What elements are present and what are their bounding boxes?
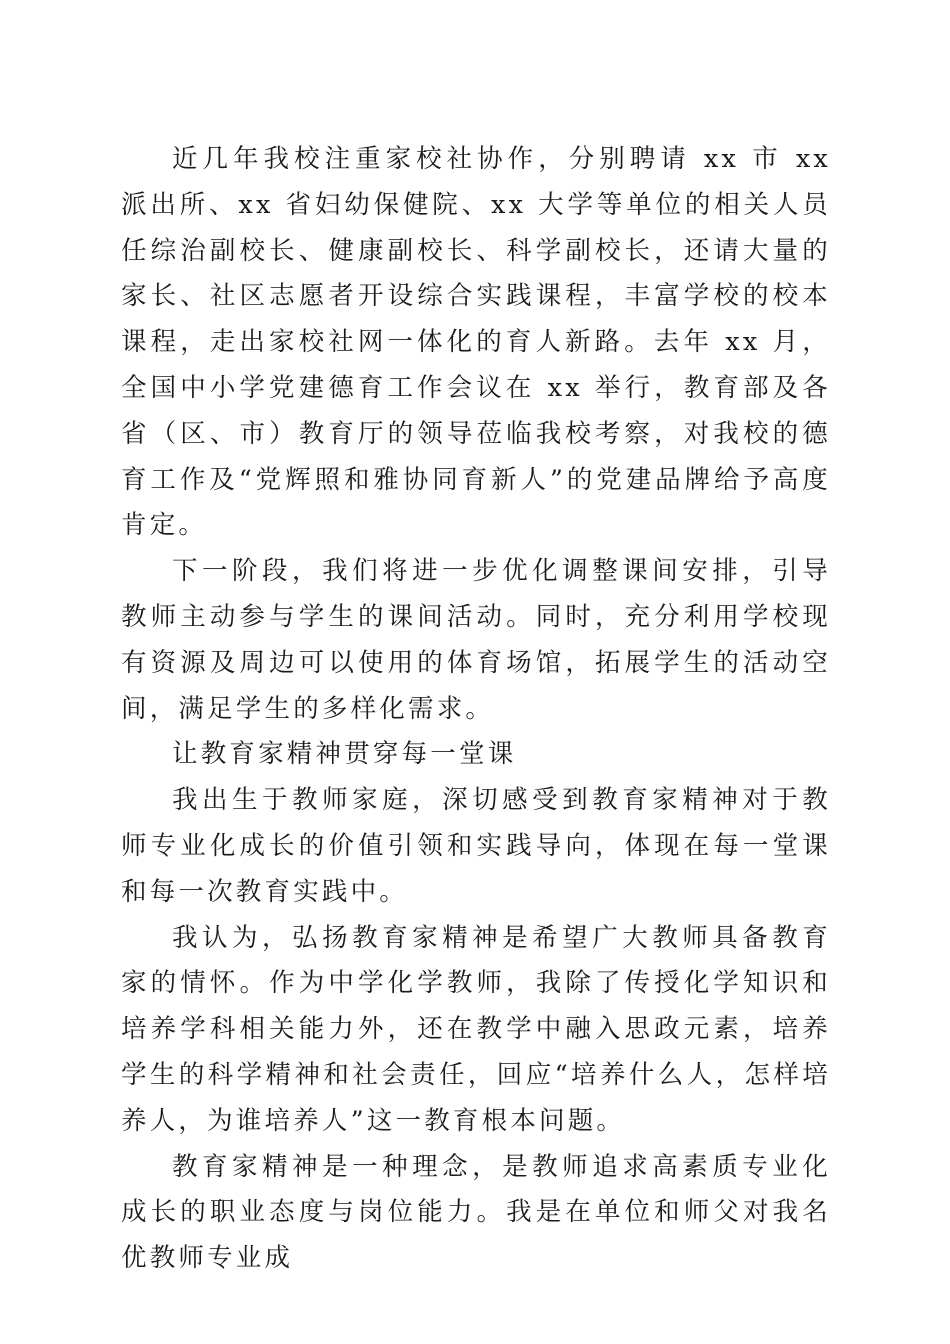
document-body xyxy=(121,137,831,1282)
paragraph-teacher-family: 我出生于教师家庭，深切感受到教育家精神对于教师专业化成长的价值引领和实践导向，体现在每一堂课和每一次教育实践中。 xyxy=(121,785,831,907)
paragraph-professional-growth: 教育家精神是一种理念，是教师追求高素质专业化成长的职业态度与岗位能力。我是在单位和师父对我名优教师专业成 xyxy=(121,1151,831,1274)
paragraph-educator-spirit: 我认为，弘扬教育家精神是希望广大教师具备教育家的情怀。作为中学化学教师，我除了传授化学知识和培养学科相关能力外，还在教学中融入思政元素，培养学生的科学精神和社会责任，回应“培养什么人，怎样培养人，为谁培养人”这一教育根本问题。 xyxy=(121,922,831,1136)
paragraph-next-stage: 下一阶段，我们将进一步优化调整课间安排，引导教师主动参与学生的课间活动。同时，充分利用学校现有资源及周边可以使用的体育场馆，拓展学生的活动空间，满足学生的多样化需求。 xyxy=(121,556,831,724)
section-heading: 让教育家精神贯穿每一堂课 xyxy=(172,739,517,770)
paragraph-home-school-community: 近几年我校注重家校社协作，分别聘请 xx 市 xx 派出所、xx 省妇幼保健院、xx 大学等单位的相关人员任综治副校长、健康副校长、科学副校长，还请大量的家长、社区志愿者开设综合实践课程，丰富学校的校本课程，走出家校社网一体化的育人新路。去年 xx 月，全国中小学党建德育工作会议在 xx 举行，教育部及各省（区、市）教育厅的领导莅临我校考察，对我校的德育工作及“党辉照和雅协同育新人”的党建品牌给予高度肯定。 xyxy=(121,144,831,541)
